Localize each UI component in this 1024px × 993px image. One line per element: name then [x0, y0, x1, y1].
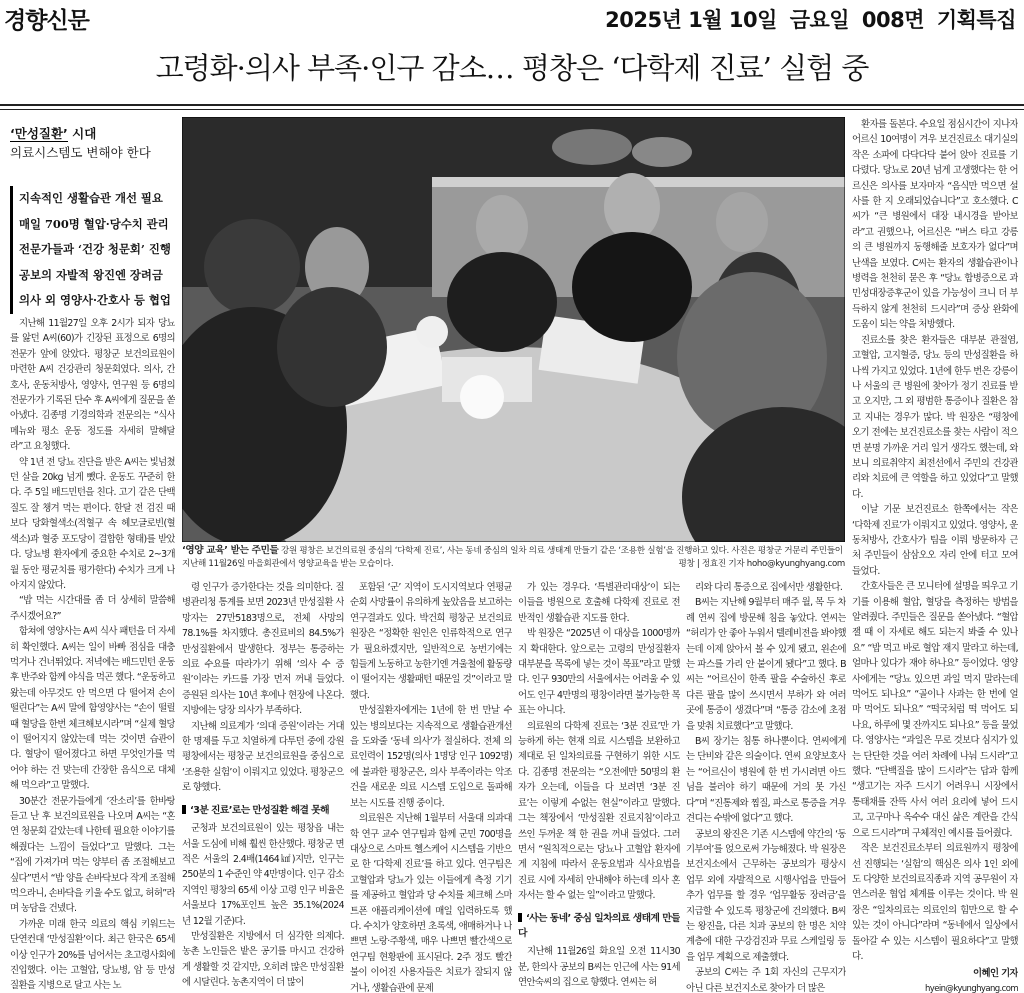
- paragraph: 령 인구가 증가한다는 것을 의미한다. 질병관리청 통계를 보면 2023년 만성질환 사망자는 27만5183명으로, 전체 사망의 78.1%를 차지했다. 총진료비의 84.5%가 만성질환에서 발생한다. 정부는 통증하는 의료 수요를 따라가기 위해 ‘의사 수 증원’이라는 카드를 가장 먼저 꺼내 들었다. 증원된 의사는 10년 후에나 현장에 나온다. 지방에는 당장 의사가 부족하다.: [182, 582, 344, 717]
- paragraph: 박 원장은 “2025년 이 대상을 1000명까지 확대한다. 앞으로는 고령의 만성질환자 대부분을 목록에 넣는 것이 목표”라고 말했다. 인구 930만의 서울에서는 어려울 수 있어도 인구 4만명의 평창이라면 불가능한 목표는 아니다.: [518, 628, 680, 717]
- byline-email: hyein@kyunghyang.com: [925, 983, 1018, 993]
- subheads: [10, 186, 182, 314]
- paragraph: 30분간 전문가들에게 ‘잔소리’를 한바탕 듣고 난 후 보건의료원을 나오며 A씨는 “혼연 청문회 같았는데 나한테 필요한 이야기를 해줬다는 느낌이 들었다”고 말했다. 그는 “집에 가져가며 먹는 양부터 좀 조절해보고 싶다”면서 “밥 양을 손바닥보다 작게 조절해 먹으라니, 손바닥을 키울 수도 없고, 허허”라며 농담을 건넸다.: [10, 795, 175, 915]
- paragraph: 지난해 의료계가 ‘의대 증원’이라는 거대한 명제를 두고 치열하게 다투던 중에 강원 평창에서는 평창군 보건의료원을 중심으로 ‘조용한 실험’이 이뤄지고 있었다. 평창군으로 향했다.: [182, 720, 344, 794]
- news-photo: [182, 117, 845, 542]
- paragraph: 리와 다리 통증으로 집에서만 생활한다.: [695, 582, 843, 593]
- caption-title: ‘영양 교육’ 받는 주민들: [182, 545, 279, 556]
- section-subhead: ‘3분 진료’로는 만성질환 해결 못해: [182, 803, 344, 818]
- paragraph: 진료소를 찾은 환자들은 대부분 관절염, 고혈압, 고지혈증, 당뇨 등의 만성질환을 하나씩 가지고 있었다. 1년에 한두 번은 강릉이나 서울의 큰 병원에 찾아가 정기 진료를 받고 오지만, 그 외 평범한 통증이나 질환은 참고 지내는 경우가 많다. 박 원장은 “평창에 오기 전에는 보건진료소를 찾는 사람이 적으면 분명 가까운 거리 일거 생각도 했는데, 와보니 의료취약지 최전선에서 주민의 건강관리와 치료에 큰 역할을 하고 있었다”고 말했다.: [852, 334, 1018, 500]
- top-rule: [0, 104, 1024, 106]
- masthead-brand: 경향신문: [4, 8, 89, 34]
- subhead: 매일 700명 혈압·당수치 관리: [19, 216, 169, 231]
- paragraph: 의료원의 다학제 진료는 ‘3분 진료’만 가능하게 하는 현재 의료 시스템을 보완하고 제대로 된 일차의료를 구현하기 위한 시도다. 김종명 전문의는 “오전에만 50명의 환자가 오는데, 이들을 다 보려면 ‘3분 진료’는 이렇게 수없는 현실”이라고 말했다. 그는 책장에서 ‘만성질환 진료지침’이라고 쓰인 두꺼운 책 한 권을 꺼내 들었다. 그러면서 “원칙적으로는 당뇨나 고혈압 환자에게 지침에 따라서 운동요법과 식사요법을 진료 시에 자세히 안내해야 하는데 의사 혼자서는 할 수 없는 일”이라고 말했다.: [518, 720, 680, 902]
- paragraph: 만성질환자에게는 1년에 한 번 만날 수 있는 병의보다는 지속적으로 생활습관개선을 도와줄 ‘동네 의사’가 절실하다. 전체 의료인력이 152명(의사 1명당 인구 1092명)에 불과한 평창군은, 의사 부족이라는 악조건을 새로운 의료 시스템 도입으로 돌파해보는 시도를 진행 중이다.: [350, 705, 512, 809]
- dateline-date: 2025년 1월 10일: [605, 8, 777, 32]
- paragraph: “밥 먹는 시간대를 좀 더 상세히 말씀해 주시겠어요?”: [10, 595, 175, 622]
- paragraph: 이날 기문 보건진료소 한쪽에서는 작은 ‘다학제 진료’가 이뤄지고 있었다. 영양사, 운동처방사, 간호사가 팀을 이뤄 방문하자 근처 주민들이 삼삼오오 자리 안에 터고 모여들었다.: [852, 504, 1018, 577]
- byline: 이혜인 기자: [973, 968, 1018, 980]
- caption-text: 강원 평창은 보건의료원 중심의 ‘다학제 진료’, 사는 동네 중심의 일차 의료 생태계 만들기 같은 ‘조용한 실험’을 진행하고 있다. 사진은 평창군 거문리 주민들이 지난해 11월26일 마을회관에서 영양교육을 받는 모습이다.: [182, 546, 843, 569]
- paragraph: 의료원은 지난해 1월부터 서울대 의과대학 연구 교수 연구팀과 함께 군민 700명을 대상으로 스마트 헬스케어 시스템을 기반으로 한 ‘다학제 진료’를 하고 있다. 연구팀은 고혈압과 당뇨가 있는 이들에게 측정 기기를 제공하고 혈압과 당 수치를 체크해 스마트폰 애플리케이션에 매일 입력하도록 했다. 수치가 양호하면 초록색, 애매하거나 나쁘면 노랑·주황색, 매우 나쁘면 빨간색으로 연구팀 현황판에 표시된다. 2주 정도 빨간불이 이어진 사용자들은 치료가 잘되지 않거나, 생활습관에 문제: [350, 813, 512, 993]
- paragraph: 군청과 보건의료원이 있는 평창읍 내는 서울 도심에 비해 훨씬 한산했다. 평창군 면적은 서울의 2.4배(1464㎢)지만, 인구는 250분의 1 수준인 약 4만명이다. 인구 감소지역인 평창의 65세 이상 고령 인구 비율은 서울보다 17%포인트 높은 35.1%(2024년 12월 기준)다.: [182, 823, 344, 927]
- kicker-term-suffix: 시대: [67, 126, 97, 141]
- paragraph: 공보의 C씨는 주 1회 자신의 근무지가 아닌 다른 보건지소로 찾아가 더 많은: [686, 967, 846, 993]
- article-column-6: [852, 117, 1018, 993]
- photo-caption: [182, 545, 845, 570]
- paragraph: 함쳐에 영양사는 A씨 식사 패턴을 더 자세히 확인했다. A씨는 일이 바빠 점심을 대충 먹거나 건너뛰었다. 저녁에는 배드민턴 운동 후 반주와 함께 야식을 먹곤 했다. “운동하고 왔는데 아무것도 안 먹으면 다 떨어져 손이 떨린다”는 A씨 말에 함영양사는 “손이 떨릴 때 혈당을 한번 체크해보시라”며 “실제 혈당이 떨어지지 않았는데 먹는 것이면 습관이다. 혈당이 떨어졌다고 하면 무엇인가를 먹어야 하는 건 맞는데 간장한 음식으로 대체해 먹으라”고 말했다.: [10, 626, 175, 792]
- paragraph: 포함된 ‘군’ 지역이 도시지역보다 연평균 순회 사망률이 유의하게 높았음을 보고하는 연구결과도 있다. 박건희 평창군 보건의료원장은 “정확한 원인은 인류학적으로 연구가 필요하겠지만, 일반적으로 농번기에는 힘들게 노동하고 농한기엔 겨울철에 활동량이 떨어지는 생활패턴 때문일 것”이라고 말했다.: [350, 582, 512, 701]
- paragraph: 간호사들은 큰 모니터에 설명을 띄우고 기기를 이용해 혈압, 혈당을 측정하는 방법을 알려줬다. 주민들은 질문을 쏟아냈다. “혈압 잴 때 이 자세로 해도 되는지 봐줄 수 있나요” “밥 먹고 바로 혈압 재지 말라고 하는데, 얼마나 있다가 재야 하나요” 등이었다. 영양사에게는 “당뇨 있으면 과일 먹지 말라는데 먹어도 되나요” “골이나 사과는 한 번에 얼마 먹어도 되나요” “떡국처럼 떡 먹어도 되나요, 하루에 몇 잔까지도 되나요” 등을 물었다. 영양사는 “과일은 무로 것보다 심지가 있는 단단한 것을 여러 차례에 나눠 드시라”고 했다. “단백질을 많이 드시라”는 답과 함께 “생고기는 자주 드시기 어려우니 시장에서 통태채를 잔뜩 사서 여러 요리에 넣어 드시고, 고구마나 옥수수 대신 삶은 계란을 간식으로 드시라”며 구체적인 예시를 들어줬다.: [852, 581, 1018, 839]
- paragraph: 지난해 11월27일 오후 2시가 되자 당뇨를 앓던 A씨(60)가 긴장된 표정으로 6명의 전문가 앞에 앉았다. 평창군 보건의료원이 마련한 A씨 건강관리 청문회였다. 의사, 간호사, 운동처방사, 영양사, 연구원 등 6명의 전문가가 기록된 단수 후 A씨에게 질문을 쏟아냈다. 김종명 기경의학과 전문의는 “식사 메뉴와 평소 운동 정도를 자세히 말해달라”고 요청했다.: [10, 318, 175, 453]
- article-column-4: [518, 580, 680, 993]
- dateline-weekday: 금요일: [789, 8, 850, 32]
- paragraph: 가 있는 경우다. ‘특별관리대상’이 되는 이들을 병원으로 호출해 다학제 진료로 전반적인 생활습관 지도를 한다.: [518, 582, 680, 624]
- paragraph: 공보의 왕진은 기존 시스템에 약간의 ‘동기부여’를 얹으로써 가능해졌다. 박 원장은 보건지소에서 근무하는 공보의가 평상시 업무 외에 자발적으로 시행사업을 만들어 추가 업무를 할 경우 ‘업무활동 장려금’을 지급할 수 있도록 평창군에 건의했다. B씨는 왕진을, 다른 치과 공보의 한 명은 치약계층에 대한 구강검진과 무료 스케일링 등을 업무 계획으로 제출했다.: [686, 828, 846, 963]
- subhead: 전문가들과 ‘건강 청문회’ 진행: [19, 242, 171, 256]
- series-kicker: [10, 124, 175, 162]
- photo-illustration: [182, 117, 845, 542]
- paragraph: 약 1년 전 당뇨 진단을 받은 A씨는 빛넘쳤던 살을 20kg 넘게 뺐다. 운동도 꾸준히 한다. 주 5일 배드민턴을 친다. 고기 같은 단백질도 잘 챙겨 먹는 편이다. 한달 전 검진 때보다 당화혈색소(적혈구 속 헤모글로빈(혈색소)과 혈중 포도당이 결합한 형태)를 받았다. 당뇨병 환자에게 중요한 수치로 2~3개월 동안 평균치를 평가한다) 수치가 크게 나아지지 않았다.: [10, 456, 175, 591]
- paragraph: B씨 장기는 침통 하나뿐이다. 연씨에게는 단비와 같은 의술이다. 연씨 요양보호사는 “어르신이 병원에 한 번 가시려면 아드님을 불러야 하기 때문에 거의 못 가신다”며 “진통제와 찜질, 파스로 통증을 겨우 견디는 수밖에 없다”고 했다.: [686, 736, 846, 825]
- dateline-page: 008면: [861, 8, 925, 32]
- article-column-1: [10, 316, 175, 993]
- kicker-term: ‘만성질환’: [10, 126, 68, 141]
- top-rule-thin: [0, 109, 1024, 110]
- paragraph: 환자를 돌본다. 수요일 점심시간이 지나자 어르신 10여명이 겨우 보건진료소 대기실의 작은 소파에 다닥다닥 붙어 앉아 진료를 기다렸다. 당뇨로 20년 넘게 고생했다는 한 어르신은 의사를 보자마자 “음식만 먹으면 설사를 한 지 오래되었습니다”고 호소했다. C씨가 “큰 병원에서 대장 내시경을 받아보라”고 권했으나, 어르신은 “버스 타고 강릉의 큰 병원까지 동행해줄 보호자가 없다”며 난색을 보였다. C씨는 환자의 생활습관이나 병력을 천천히 묻은 후 “당뇨 합병증으로 과민성대장증후군이 있을 가능성이 크니 더 부득하지 않게 천천히 드시라”며 증상 완화에 도움이 되는 약을 처방했다.: [852, 119, 1018, 331]
- paragraph: B씨는 지난해 9월부터 매주 월, 목 두 차례 연씨 집에 방문해 침을 놓았다. 연씨는 “허리가 안 좋아 누워서 텔레비전을 봐야했는데 이제 앉아서 볼 수 있게 됐고, 왼손에는 파스를 가리 안 붙이게 됐다”고 했다. B씨는 “어르신이 한족 팔을 수술하신 후로 다른 팔을 많이 쓰시면서 부하가 와 여러 곳에 통증이 생겼다”며 “통증 감소에 초점을 맞춰 치료했다”고 말했다.: [686, 597, 846, 732]
- dateline-section: 기획특집: [936, 8, 1016, 32]
- section-subhead: ‘사는 동네’ 중심 일차의료 생태계 만들다: [518, 911, 680, 942]
- article-column-5: [686, 580, 846, 993]
- headline: 고령화·의사 부족·인구 감소… 평창은 ‘다학제 진료’ 실험 중: [155, 51, 869, 85]
- paragraph: 가까운 미래 한국 의료의 핵심 키워드는 단연컨대 ‘만성질환’이다. 최근 한국은 65세 이상 인구가 20%를 넘어서는 초고령사회에 진입했다. 이는 고혈압, 당뇨병, 암 등 만성질환을 지병으로 달고 사는 노: [10, 918, 175, 992]
- subhead: 지속적인 생활습관 개선 필요: [19, 191, 163, 205]
- kicker-line2: 의료시스템도 변해야 한다: [10, 145, 151, 160]
- subhead: 의사 외 영양사·간호사 등 협업: [19, 293, 171, 307]
- article-column-3: [350, 580, 512, 993]
- dateline: [599, 4, 1016, 34]
- subhead: 공보의 자발적 왕진엔 장려금: [19, 267, 163, 282]
- article-column-2: [182, 580, 344, 993]
- photo-credit: 평창 | 정효진 기자 hoho@kyunghyang.com: [678, 558, 845, 569]
- paragraph: 지난해 11월26일 화요일 오전 11시30분, 한의사 공보의 B씨는 인근에 사는 91세 연안숙씨의 집으로 향했다. 연씨는 허: [518, 946, 680, 989]
- paragraph: 작은 보건진료소부터 의료원까지 평창에선 진행되는 ‘실험’의 핵심은 의사 1인 외에도 다양한 보건의료직종과 지역 공무원이 자연스러운 협업 체계를 이루는 것이다. 박 원장은 “일차의료는 의료인의 힘만으로 할 수 있는 것이 아니다”라며 “동네에서 일상에서 돌아갈 수 있는 시스템이 필요하다”고 말했다.: [852, 843, 1018, 962]
- paragraph: 만성질환은 지방에서 더 심각한 의제다. 농촌 노인들은 밭은 공기를 마시고 건강하게 생활할 것 같지만, 오히려 많은 만성질환에 시달린다. 농촌지역이 더 많이: [182, 930, 344, 989]
